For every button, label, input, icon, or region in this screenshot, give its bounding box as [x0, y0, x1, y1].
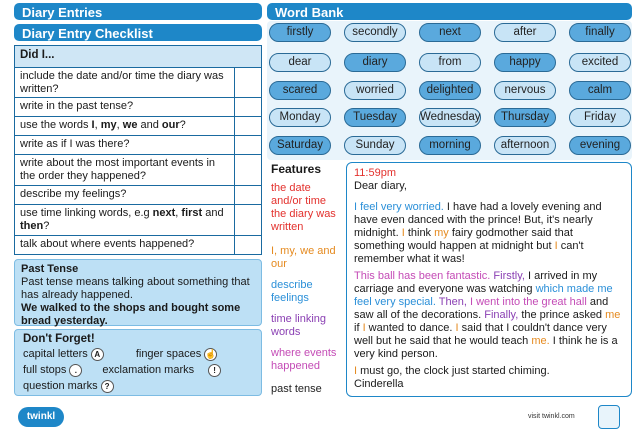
word-pill: evening [569, 136, 631, 155]
checklist-header: Diary Entry Checklist [14, 24, 262, 41]
checklist-row [15, 98, 261, 117]
word-pill: scared [269, 81, 331, 100]
checklist-item: describe my feelings? [15, 186, 235, 204]
word-pill: delighted [419, 81, 481, 100]
checklist-checkbox[interactable] [235, 155, 261, 185]
diary-span: I feel very worried. [354, 201, 444, 213]
diary-span: Firstly, [490, 270, 525, 282]
checklist-item: use time linking words, e.g next, first and then? [15, 205, 235, 235]
capital-letter-icon: A [91, 348, 104, 361]
word-pill: Sunday [344, 136, 406, 155]
word-pill: Monday [269, 108, 331, 127]
word-pill: next [419, 23, 481, 42]
diary-span: I [401, 227, 405, 239]
feature-pronouns: I, my, we and our [271, 245, 336, 270]
checklist-checkbox[interactable] [235, 205, 261, 235]
diary-span: I [354, 365, 358, 377]
diary-entry [346, 162, 632, 397]
checklist-checkbox[interactable] [235, 98, 261, 116]
feature-where: where events happened [271, 347, 337, 372]
past-tense-panel [14, 259, 262, 326]
footer-url[interactable]: visit twinkl.com [528, 413, 575, 420]
footer [0, 401, 636, 435]
word-pill: firstly [269, 23, 331, 42]
word-pill: excited [569, 53, 631, 72]
word-pill: Tuesday [344, 108, 406, 127]
diary-span: the prince asked [518, 309, 606, 321]
checklist-row [15, 68, 261, 98]
checklist-row [15, 236, 261, 254]
diary-span: I went into the great hall [466, 296, 587, 308]
dont-forget-title: Don't Forget! [23, 333, 95, 345]
past-tense-text: Past tense means talking about something that has already happened. [21, 276, 250, 301]
word-pill: Thursday [494, 108, 556, 127]
checklist-item: use the words I, my, we and our? [15, 117, 235, 135]
word-pill: happy [494, 53, 556, 72]
diary-span: and saw all of the decorations. [354, 296, 609, 321]
checklist-item: write as if I was there? [15, 136, 235, 154]
diary-span: must go, the clock just started chiming. [357, 365, 550, 377]
finger-spaces-label: finger spaces [135, 348, 202, 360]
diary-span: if [354, 322, 363, 334]
checklist-item: include the date and/or time the diary was written? [15, 68, 235, 97]
checklist-checkbox[interactable] [235, 136, 261, 154]
twinkl-badge-icon [598, 405, 620, 429]
diary-span: can't remember what it was! [354, 240, 584, 265]
word-pill: diary [344, 53, 406, 72]
word-pill: Saturday [269, 136, 331, 155]
diary-span: said that I couldn't dance very well but he said that he would teach [354, 322, 607, 347]
full-stop-icon: . [69, 364, 82, 377]
feature-past-tense: past tense [271, 383, 322, 395]
diary-span: which made me feel very special. [354, 283, 613, 308]
diary-span: my [434, 227, 449, 239]
diary-span: me. [531, 335, 550, 347]
word-pill: Wednesday [419, 108, 481, 127]
diary-span: I [362, 322, 366, 334]
word-pill: secondly [344, 23, 406, 42]
dont-forget-row-2 [23, 363, 253, 377]
dont-forget-panel [14, 329, 262, 396]
checklist-row [15, 186, 261, 205]
checklist-checkbox[interactable] [235, 186, 261, 204]
diary-span: Finally, [484, 309, 519, 321]
word-bank [267, 21, 632, 160]
diary-span: This ball has been fantastic. [354, 270, 491, 282]
diary-span: I arrived in my carriage and everyone was watching [354, 270, 598, 295]
diary-paragraph-1 [354, 201, 624, 266]
checklist-table [14, 45, 262, 255]
twinkl-logo[interactable]: twinkl [18, 407, 64, 427]
checklist-checkbox[interactable] [235, 68, 261, 97]
word-pill: dear [269, 53, 331, 72]
past-tense-title: Past Tense [21, 263, 79, 275]
word-pill: calm [569, 81, 631, 100]
diary-time: 11:59pm [354, 167, 396, 179]
feature-time-linking: time linking words [271, 313, 327, 338]
word-pill: from [419, 53, 481, 72]
diary-greeting: Dear diary, [354, 180, 407, 192]
diary-paragraph-2 [354, 270, 624, 361]
diary-span: I [554, 240, 558, 252]
diary-span: Then, [435, 296, 467, 308]
checklist-row [15, 205, 261, 236]
feature-feelings: describe feelings [271, 279, 313, 304]
checklist-row [15, 136, 261, 155]
exclamation-icon: ! [208, 364, 221, 377]
past-tense-example: We walked to the shops and bought some bread yesterday. [21, 302, 241, 327]
diary-span: fairy godmother said that something would happen at midnight but [354, 227, 573, 252]
word-bank-header: Word Bank [267, 3, 632, 20]
diary-signoff: Cinderella [354, 378, 404, 390]
diary-span: think [404, 227, 435, 239]
word-pill: finally [569, 23, 631, 42]
exclamation-marks-label: exclamation marks [102, 364, 195, 376]
question-icon: ? [101, 380, 114, 393]
word-pill: afternoon [494, 136, 556, 155]
capital-letters-label: capital letters [23, 348, 88, 360]
features-title: Features [271, 162, 322, 176]
word-pill: morning [419, 136, 481, 155]
checklist-head: Did I... [15, 46, 261, 68]
dont-forget-row-3 [23, 379, 253, 393]
full-stops-label: full stops [23, 364, 67, 376]
diary-span: I [455, 322, 459, 334]
diary-span: I think he is a very kind person. [354, 335, 618, 360]
checklist-row [15, 117, 261, 136]
word-pill: worried [344, 81, 406, 100]
checklist-item: talk about where events happened? [15, 236, 235, 254]
diary-span: wanted to dance. [365, 322, 456, 334]
word-pill: nervous [494, 81, 556, 100]
checklist-checkbox[interactable] [235, 236, 261, 254]
diary-paragraph-3 [354, 365, 624, 378]
diary-span: I have had a lovely evening and have even danced with the prince! But, it's nearly midnight. [354, 201, 602, 239]
word-pill: after [494, 23, 556, 42]
checklist-checkbox[interactable] [235, 117, 261, 135]
feature-date: the date and/or time the diary was written [271, 182, 336, 233]
page-title: Diary Entries [14, 3, 262, 20]
diary-span: me [605, 309, 621, 321]
word-pill: Friday [569, 108, 631, 127]
checklist-item: write in the past tense? [15, 98, 235, 116]
finger-icon: ☝ [205, 348, 217, 359]
checklist-item: write about the most important events in the order they happened? [15, 155, 235, 185]
question-marks-label: question marks [23, 380, 98, 392]
checklist-row [15, 155, 261, 186]
dont-forget-row-1 [23, 347, 253, 361]
